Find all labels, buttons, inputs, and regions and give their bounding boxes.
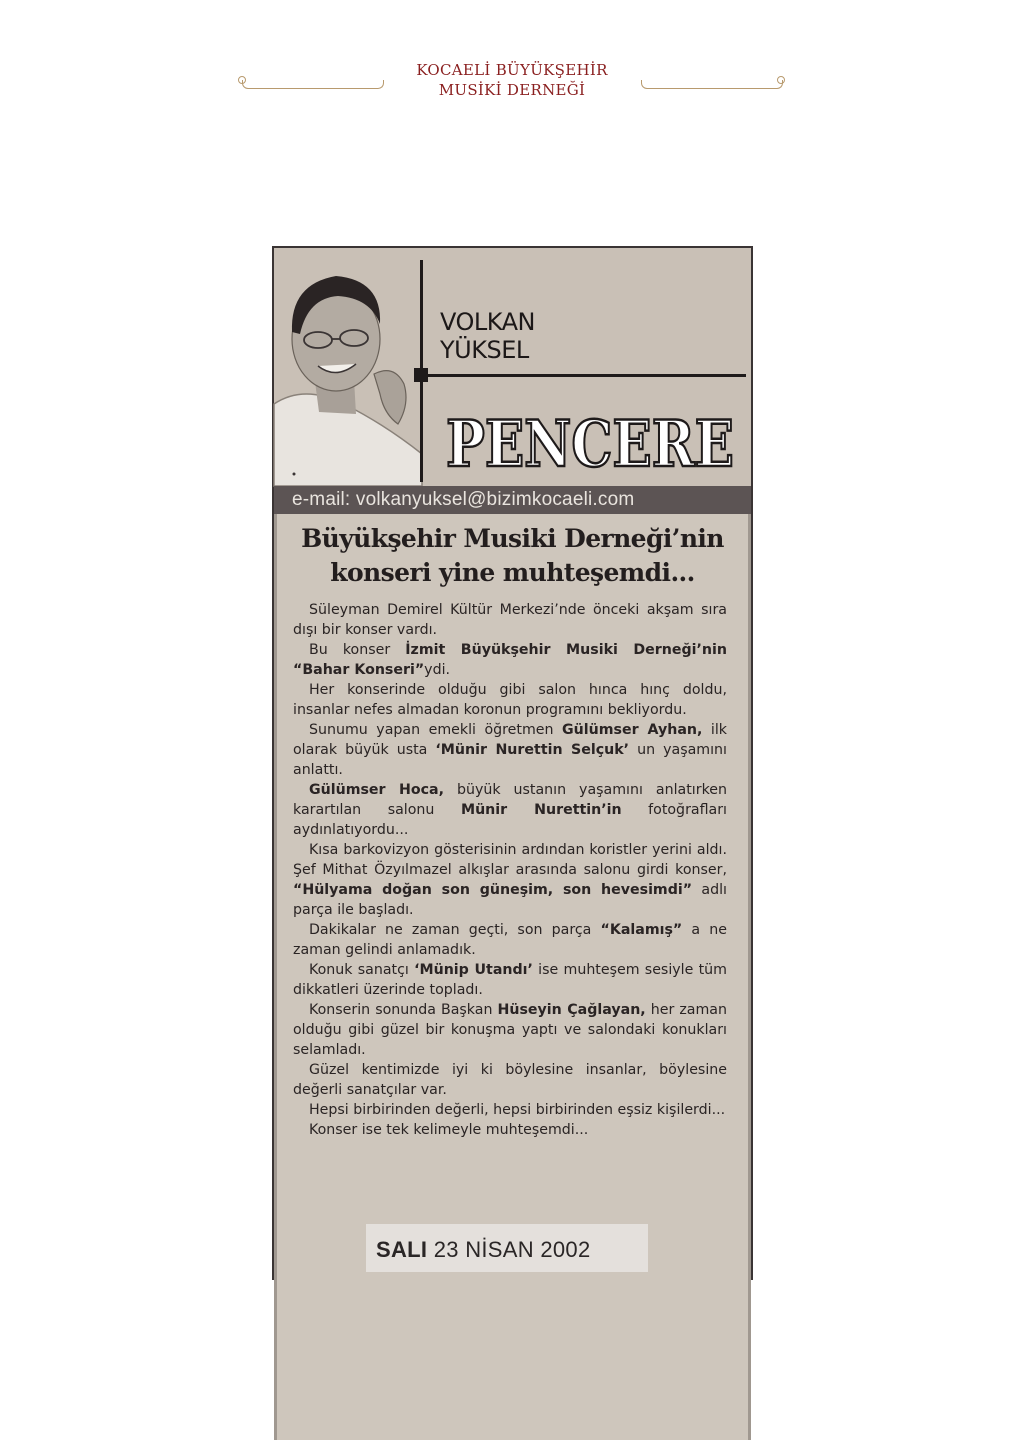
article-headline <box>277 522 748 590</box>
paragraph-text: Konser ise tek kelimeyle muhteşemdi... <box>309 1122 589 1138</box>
article-body <box>274 514 751 1440</box>
paragraph <box>293 960 727 1000</box>
paragraph-text: fotoğrafları aydınlatıyordu... <box>293 802 727 838</box>
paragraph <box>293 780 727 840</box>
paragraph <box>293 680 727 720</box>
paragraph-text: her zaman olduğu gibi güzel bir konuşma yaptı ve salondaki konukları selamladı. <box>293 1002 727 1058</box>
paragraph-text: büyük ustanın yaşamını anlatırken karartılan salonu <box>293 782 727 818</box>
paragraph-text: Kısa barkovizyon gösterisinin ardından koristler yerini aldı. Şef Mithat Özyılmazel alkışlar arasında salonu girdi konser, <box>293 842 727 878</box>
paragraph-bold: İzmit Büyükşehir Musiki Derneği’nin “Bahar Konseri” <box>293 642 727 678</box>
paragraph <box>293 840 727 920</box>
paragraph-text: ydi. <box>424 662 451 678</box>
column-header <box>274 248 751 510</box>
headline-line2: konseri yine muhteşemdi... <box>330 558 695 587</box>
date-day: SALI <box>376 1237 428 1262</box>
paragraph-text: Dakikalar ne zaman geçti, son parça <box>309 922 601 938</box>
paragraph <box>293 720 727 780</box>
paragraph-bold: ‘Münip Utandı’ <box>414 962 533 978</box>
letterhead <box>0 58 1024 108</box>
letterhead-title-line2: MUSİKİ DERNEĞİ <box>438 81 586 99</box>
paragraph-bold: Gülümser Hoca, <box>309 782 444 798</box>
paragraph-text: Her konserinde olduğu gibi salon hınca hınç doldu, insanlar nefes almadan koronun programını bekliyordu. <box>293 682 727 718</box>
author-email: e-mail: volkanyuksel@bizimkocaeli.com <box>274 486 751 514</box>
paragraph-bold: “Hülyama doğan son güneşim, son hevesimdi” <box>293 882 693 898</box>
paragraph <box>293 640 727 680</box>
author-name <box>440 308 535 364</box>
paragraph-text: Konuk sanatçı <box>309 962 415 978</box>
letterhead-ornament-dot-right <box>777 76 785 84</box>
paragraph-text: Hepsi birbirinden değerli, hepsi birbirinden eşsiz kişilerdi... <box>309 1102 726 1118</box>
paragraph <box>293 1100 727 1120</box>
paragraph-text: adlı parça ile başladı. <box>293 882 727 918</box>
paragraph <box>293 1120 727 1140</box>
publication-date <box>366 1224 648 1272</box>
paragraph-bold: Münir Nurettin’in <box>460 802 622 818</box>
header-rule-square <box>414 368 428 382</box>
article-text <box>293 600 727 1140</box>
author-first-name: VOLKAN <box>440 308 535 336</box>
paragraph-bold: Hüseyin Çağlayan, <box>497 1002 646 1018</box>
paragraph-text: Sunumu yapan emekli öğretmen <box>309 722 563 738</box>
column-name: PENCERE <box>446 407 734 482</box>
paragraph <box>293 920 727 960</box>
paragraph-text: Süleyman Demirel Kültür Merkezi’nde önceki akşam sıra dışı bir konser vardı. <box>293 602 727 638</box>
paragraph-text: Bu konser <box>309 642 406 658</box>
paragraph-bold: ‘Münir Nurettin Selçuk’ <box>435 742 630 758</box>
paragraph-text: ilk olarak büyük usta <box>293 722 728 758</box>
letterhead-ornament-right <box>641 80 783 89</box>
author-photo <box>274 254 422 486</box>
paragraph-text: Konserin sonunda Başkan <box>309 1002 498 1018</box>
paragraph-bold: “Kalamış” <box>600 922 683 938</box>
paragraph <box>293 1060 727 1100</box>
date-text <box>376 1236 591 1264</box>
date-rest: 23 NİSAN 2002 <box>427 1237 591 1262</box>
column-name-logo <box>442 386 742 482</box>
paragraph-text: ise muhteşem sesiyle tüm dikkatleri üzerinde topladı. <box>293 962 727 998</box>
paragraph-text: un yaşamını anlattı. <box>293 742 727 778</box>
paragraph <box>293 1000 727 1060</box>
headline-line1: Büyükşehir Musiki Derneği’nin <box>301 524 724 553</box>
header-horizontal-rule <box>420 374 746 377</box>
newspaper-clipping <box>272 246 753 1280</box>
letterhead-title-line1: KOCAELİ BÜYÜKŞEHİR <box>416 61 608 79</box>
paragraph-text: Güzel kentimizde iyi ki böylesine insanlar, böylesine değerli sanatçılar var. <box>293 1062 727 1098</box>
paragraph <box>293 600 727 640</box>
paragraph-bold: Gülümser Ayhan, <box>562 722 703 738</box>
author-last-name: YÜKSEL <box>440 336 529 364</box>
paragraph-text: a ne zaman gelindi anlamadık. <box>293 922 727 958</box>
